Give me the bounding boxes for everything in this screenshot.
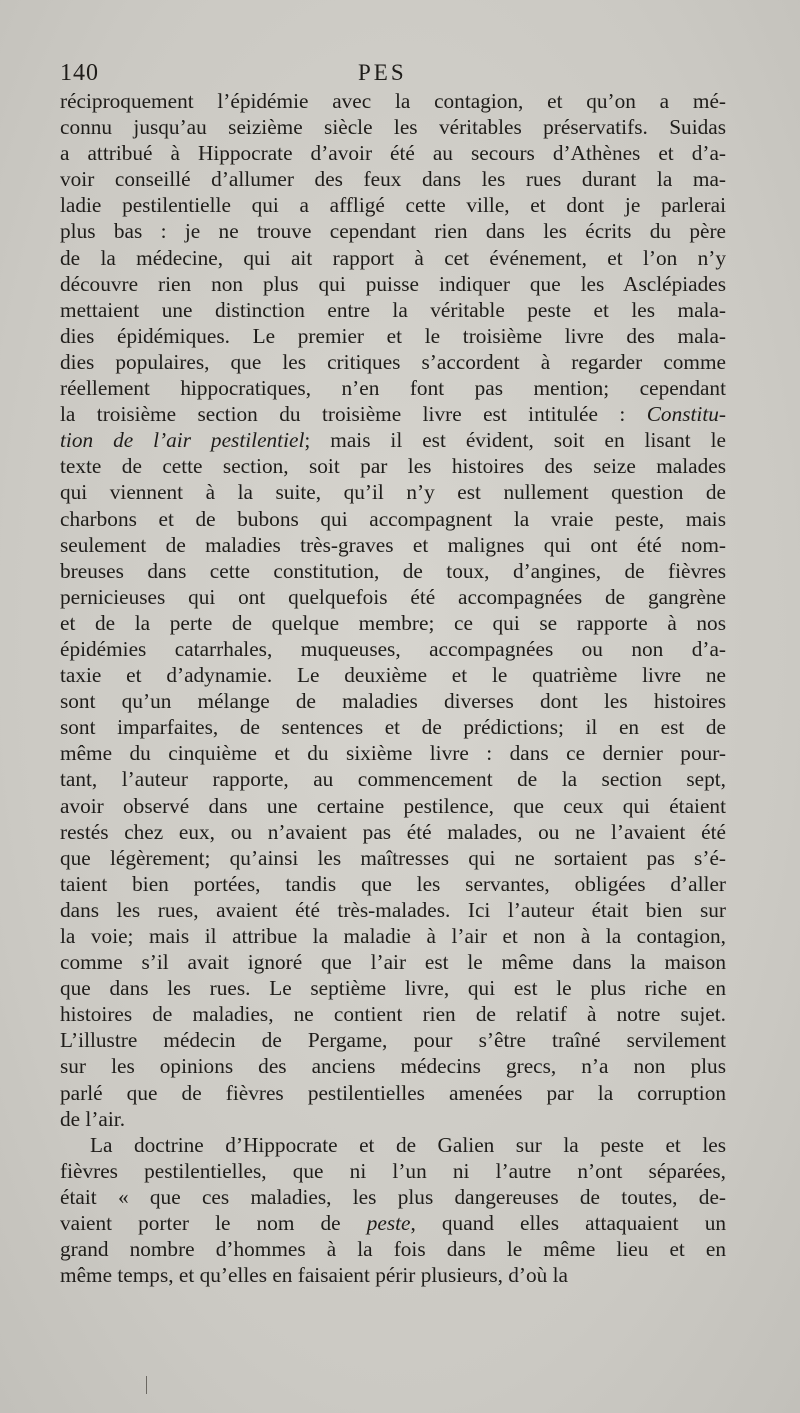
text-line: taient bien portées, tandis que les servantes, obligées d’aller	[60, 871, 726, 896]
text-line: découvre rien non plus qui puisse indiquer que les Asclépiades	[60, 271, 726, 296]
text-line: sur les opinions des anciens médecins grecs, n’a non plus	[60, 1054, 726, 1079]
text-line: même du cinquième et du sixième livre : dans ce dernier pour-	[60, 741, 726, 766]
text-line: L’illustre médecin de Pergame, pour s’être traîné servilement	[60, 1028, 726, 1053]
text-line: et de la perte de quelque membre; ce qui se rapporte à nos	[60, 610, 726, 635]
text-line: a attribué à Hippocrate d’avoir été au secours d’Athènes et d’a-	[60, 141, 726, 166]
text-line: La doctrine d’Hippocrate et de Galien sur la peste et les	[90, 1132, 726, 1157]
text-line: sont qu’un mélange de maladies diverses dont les histoires	[60, 689, 726, 714]
text-line: sont imparfaites, de sentences et de prédictions; il en est de	[60, 715, 726, 740]
text-line: dies populaires, que les critiques s’accordent à regarder comme	[60, 349, 726, 374]
text-line: que dans les rues. Le septième livre, qui est le plus riche en	[60, 976, 726, 1001]
text-line: dies épidémiques. Le premier et le troisième livre des mala-	[60, 323, 726, 348]
margin-mark	[146, 1376, 147, 1394]
paragraph-2	[60, 1132, 726, 1289]
text-line: mettaient une distinction entre la véritable peste et les mala-	[60, 297, 726, 322]
text-line: vaient porter le nom de peste, quand elles attaquaient un	[60, 1211, 726, 1236]
text-line: réellement hippocratiques, n’en font pas mention; cependant	[60, 376, 726, 401]
text-line: même temps, et qu’elles en faisaient périr plusieurs, d’où la	[60, 1263, 569, 1288]
text-line: parlé que de fièvres pestilentielles amenées par la corruption	[60, 1080, 726, 1105]
text-line: de la médecine, qui ait rapport à cet événement, et l’on n’y	[60, 245, 726, 270]
text-line: épidémies catarrhales, muqueuses, accompagnées ou non d’a-	[60, 636, 726, 661]
text-line: seulement de maladies très-graves et malignes qui ont été nom-	[60, 532, 726, 557]
text-line: ladie pestilentielle qui a affligé cette ville, et dont je parlerai	[60, 193, 726, 218]
text-line: pernicieuses qui ont quelquefois été accompagnées de gangrène	[60, 584, 726, 609]
text-line: réciproquement l’épidémie avec la contagion, et qu’on a mé-	[60, 89, 726, 113]
text-line: tant, l’auteur rapporte, au commencement de la section sept,	[60, 767, 726, 792]
text-line: histoires de maladies, ne contient rien de relatif à notre sujet.	[60, 1002, 726, 1027]
text-line: fièvres pestilentielles, que ni l’un ni l’autre n’ont séparées,	[60, 1158, 726, 1183]
text-line: charbons et de bubons qui accompagnent la vraie peste, mais	[60, 506, 726, 531]
text-line: comme s’il avait ignoré que l’air est le même dans la maison	[60, 950, 726, 975]
text-line: taxie et d’adynamie. Le deuxième et le quatrième livre ne	[60, 663, 726, 688]
text-line: de l’air.	[60, 1106, 126, 1131]
text-line: tion de l’air pestilentiel; mais il est évident, soit en lisant le	[60, 428, 726, 453]
text-line: était « que ces maladies, les plus dangereuses de toutes, de-	[60, 1184, 726, 1209]
page-number: 140	[60, 60, 99, 86]
paragraph-1	[60, 88, 726, 1132]
text-line: voir conseillé d’allumer des feux dans les rues durant la ma-	[60, 167, 726, 192]
running-head: PES	[358, 60, 407, 85]
text-line: la voie; mais il attribue la maladie à l’air et non à la contagion,	[60, 924, 726, 948]
text-line: restés chez eux, ou n’avaient pas été malades, ou ne l’avaient été	[60, 819, 726, 844]
text-line: la troisième section du troisième livre est intitulée : Constitu-	[60, 402, 726, 427]
text-line: breuses dans cette constitution, de toux, d’angines, de fièvres	[60, 558, 726, 583]
page-header	[60, 60, 726, 90]
text-line: dans les rues, avaient été très-malades. Ici l’auteur était bien sur	[60, 897, 726, 922]
text-line: que légèrement; qu’ainsi les maîtresses qui ne sortaient pas s’é-	[60, 845, 726, 870]
text-line: avoir observé dans une certaine pestilence, que ceux qui étaient	[60, 793, 726, 818]
text-line: connu jusqu’au seizième siècle les véritables préservatifs. Suidas	[60, 115, 726, 140]
text-line: plus bas : je ne trouve cependant rien dans les écrits du père	[60, 219, 726, 244]
text-line: texte de cette section, soit par les histoires des seize malades	[60, 454, 726, 479]
text-line: grand nombre d’hommes à la fois dans le même lieu et en	[60, 1237, 726, 1262]
text-line: qui viennent à la suite, qu’il n’y est nullement question de	[60, 480, 726, 505]
body-text	[60, 88, 726, 1288]
